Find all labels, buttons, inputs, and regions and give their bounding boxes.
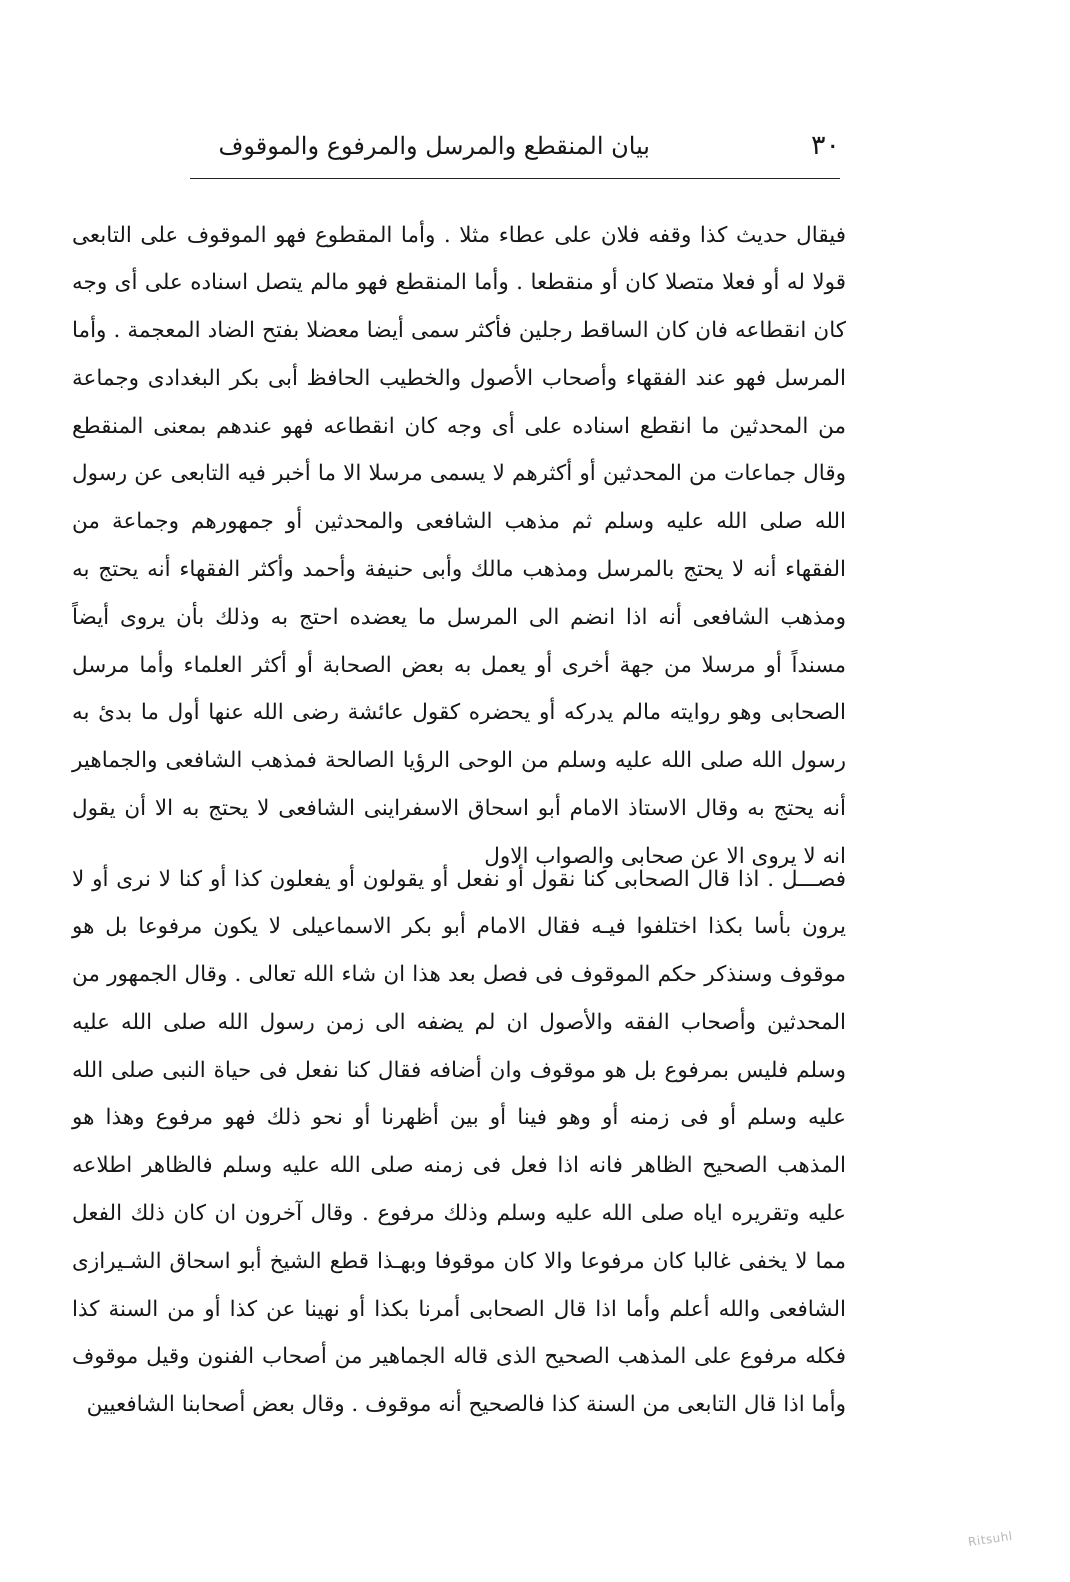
page-number: ٣٠	[810, 130, 840, 161]
body-paragraph-1: فيقال حديث كذا وقفه فلان على عطاء مثلا . وأما المقطوع فهو الموقوف على التابعى قولا له أو فعلا متصلا كان أو منقطعا . وأما المنقطع فهو مالم يتصل اسناده على أى وجه كان انقطاعه فان كان الساقط رجلين فأكثر سمى أيضا معضلا بفتح الضاد المعجمة . وأما المرسل فهو عند الفقهاء وأصحاب الأصول والخطيب الحافظ أبى بكر البغدادى وجماعة من المحدثين ما انقطع اسناده على أى وجه كان انقطاعه فهو عندهم بمعنى المنقطع وقال جماعات من المحدثين أو أكثرهم لا يسمى مرسلا الا ما أخبر فيه التابعى عن رسول الله صلى الله عليه وسلم ثم مذهب الشافعى والمحدثين أو جمهورهم وجماعة من الفقهاء أنه لا يحتج بالمرسل ومذهب مالك وأبى حنيفة وأحمد وأكثر الفقهاء أنه يحتج به ومذهب الشافعى أنه اذا انضم الى المرسل ما يعضده احتج به وذلك بأن يروى أيضاً مسنداً أو مرسلا من جهة أخرى أو يعمل به بعض الصحابة أو أكثر العلماء وأما مرسل الصحابى وهو روايته مالم يدركه أو يحضره كقول عائشة رضى الله عنها أول ما بدئ به رسول الله صلى الله عليه وسلم من الوحى الرؤيا الصالحة فمذهب الشافعى والجماهير أنه يحتج به وقال الاستاذ الامام أبو اسحاق الاسفراينى الشافعى لا يحتج به الا أن يقول انه لا يروى الا عن صحابى والصواب الاول	[72, 222, 846, 869]
header-rule	[190, 178, 840, 179]
faint-marginal-note: Ritsuhl	[967, 1528, 1014, 1550]
body-paragraph-2-fasl: فصـــل . اذا قال الصحابى كنا نقول أو نفعل أو يقولون أو يفعلون كذا أو كنا لا نرى أو لا يرون بأسا بكذا اختلفوا فيـه فقال الامام أبو بكر الاسماعيلى لا يكون مرفوعا بل هو موقوف وسنذكر حكم الموقوف فى فصل بعد هذا ان شاء الله تعالى . وقال الجمهور من المحدثين وأصحاب الفقه والأصول ان لم يضفه الى زمن رسول الله صلى الله عليه وسلم فليس بمرفوع بل هو موقوف وان أضافه فقال كنا نفعل فى حياة النبى صلى الله عليه وسلم أو فى زمنه أو وهو فينا أو بين أظهرنا أو نحو ذلك فهو مرفوع وهذا هو المذهب الصحيح الظاهر فانه اذا فعل فى زمنه صلى الله عليه وسلم فالظاهر اطلاعه عليه وتقريره اياه صلى الله عليه وسلم وذلك مرفوع . وقال آخرون ان كان ذلك الفعل مما لا يخفى غالبا كان مرفوعا والا كان موقوفا وبهـذا قطع الشيخ أبو اسحاق الشـيرازى الشافعى والله أعلم وأما اذا قال الصحابى أمرنا بكذا أو نهينا عن كذا أو من السنة كذا فكله مرفوع على المذهب الصحيح الذى قاله الجماهير من أصحاب الفنون وقيل موقوف وأما اذا قال التابعى من السنة كذا فالصحيح أنه موقوف . وقال بعض أصحابنا الشافعيين	[72, 866, 846, 1418]
page-header	[190, 128, 840, 176]
running-title: بيان المنقطع والمرسل والمرفوع والموقوف	[218, 132, 650, 160]
